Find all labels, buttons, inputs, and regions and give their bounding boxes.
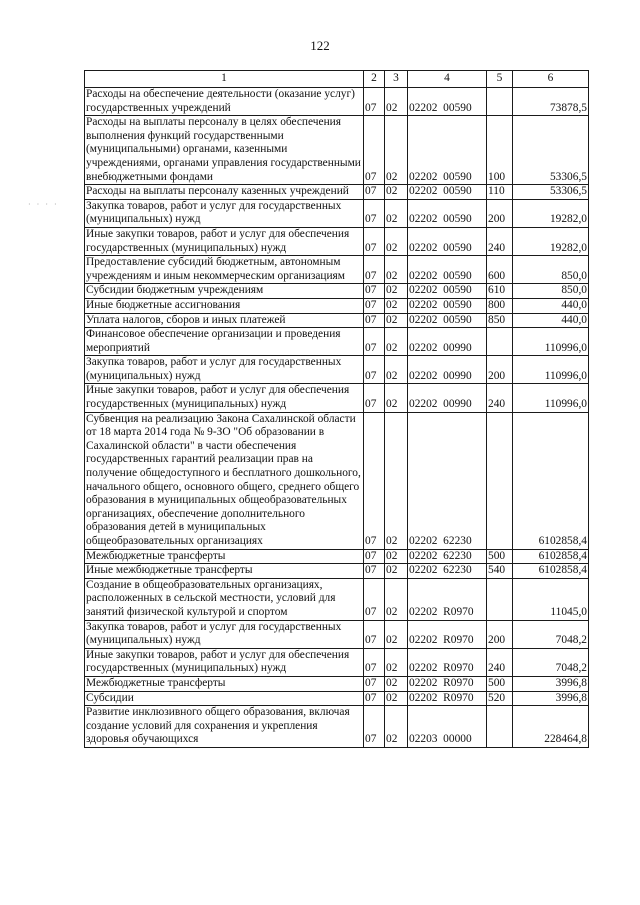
- row-section: 07: [364, 256, 385, 284]
- row-subsection: 02: [385, 313, 408, 328]
- row-section: 07: [364, 384, 385, 412]
- row-expense-type: 520: [487, 691, 513, 706]
- row-target-code: 02202 00990: [408, 384, 487, 412]
- row-amount: 440,0: [513, 313, 589, 328]
- row-target-code: 02202 00590: [408, 313, 487, 328]
- row-section: 07: [364, 328, 385, 356]
- row-subsection: 02: [385, 328, 408, 356]
- row-target-code: 02202 R0970: [408, 620, 487, 648]
- row-section: 07: [364, 578, 385, 620]
- row-name: Финансовое обеспечение организации и проведения мероприятий: [85, 328, 364, 356]
- row-name: Межбюджетные трансферты: [85, 549, 364, 564]
- row-target-code: 02202 00590: [408, 227, 487, 255]
- row-expense-type: [487, 88, 513, 116]
- row-target-code: 02202 R0970: [408, 691, 487, 706]
- row-target-code: 02202 00590: [408, 116, 487, 185]
- row-subsection: 02: [385, 256, 408, 284]
- row-expense-type: [487, 412, 513, 549]
- row-target-code: 02202 00590: [408, 199, 487, 227]
- row-section: 07: [364, 676, 385, 691]
- row-section: 07: [364, 284, 385, 299]
- table-body: [85, 88, 589, 748]
- header-col-section: 2: [364, 71, 385, 88]
- row-expense-type: 100: [487, 116, 513, 185]
- row-amount: 850,0: [513, 256, 589, 284]
- row-subsection: 02: [385, 412, 408, 549]
- table-row: [85, 185, 589, 200]
- row-target-code: 02202 00990: [408, 328, 487, 356]
- header-col-subsection: 3: [385, 71, 408, 88]
- row-name: Иные бюджетные ассигнования: [85, 298, 364, 313]
- row-expense-type: [487, 578, 513, 620]
- row-name: Развитие инклюзивного общего образования, включая создание условий для сохранения и укрепления здоровья обучающихся: [85, 706, 364, 748]
- row-subsection: 02: [385, 384, 408, 412]
- row-section: 07: [364, 648, 385, 676]
- table-row: [85, 384, 589, 412]
- row-expense-type: 500: [487, 676, 513, 691]
- row-subsection: 02: [385, 564, 408, 579]
- row-section: 07: [364, 412, 385, 549]
- row-section: 07: [364, 88, 385, 116]
- row-name: Расходы на выплаты персоналу в целях обеспечения выполнения функций государственными (муниципальными) органами, казенными учреждениями, органами управления государственными внебюджетными фондами: [85, 116, 364, 185]
- row-subsection: 02: [385, 676, 408, 691]
- row-expense-type: 240: [487, 384, 513, 412]
- table-row: [85, 706, 589, 748]
- row-expense-type: 800: [487, 298, 513, 313]
- row-name: Закупка товаров, работ и услуг для государственных (муниципальных) нужд: [85, 199, 364, 227]
- row-amount: 53306,5: [513, 116, 589, 185]
- row-expense-type: 610: [487, 284, 513, 299]
- row-target-code: 02202 R0970: [408, 676, 487, 691]
- header-col-target-code: 4: [408, 71, 487, 88]
- row-section: 07: [364, 356, 385, 384]
- row-amount: 19282,0: [513, 199, 589, 227]
- row-amount: 440,0: [513, 298, 589, 313]
- row-section: 07: [364, 549, 385, 564]
- row-amount: 6102858,4: [513, 412, 589, 549]
- row-expense-type: 500: [487, 549, 513, 564]
- row-amount: 73878,5: [513, 88, 589, 116]
- row-amount: 53306,5: [513, 185, 589, 200]
- table-row: [85, 356, 589, 384]
- row-target-code: 02202 62230: [408, 412, 487, 549]
- row-subsection: 02: [385, 691, 408, 706]
- row-amount: 228464,8: [513, 706, 589, 748]
- row-name: Иные межбюджетные трансферты: [85, 564, 364, 579]
- row-amount: 6102858,4: [513, 549, 589, 564]
- row-amount: 110996,0: [513, 328, 589, 356]
- row-target-code: 02202 R0970: [408, 578, 487, 620]
- header-col-amount: 6: [513, 71, 589, 88]
- row-expense-type: 240: [487, 227, 513, 255]
- row-name: Субсидии: [85, 691, 364, 706]
- row-target-code: 02202 00590: [408, 185, 487, 200]
- table-row: [85, 298, 589, 313]
- table-row: [85, 648, 589, 676]
- row-amount: 7048,2: [513, 620, 589, 648]
- row-subsection: 02: [385, 199, 408, 227]
- row-section: 07: [364, 620, 385, 648]
- row-section: 07: [364, 185, 385, 200]
- row-subsection: 02: [385, 227, 408, 255]
- row-expense-type: 110: [487, 185, 513, 200]
- row-section: 07: [364, 227, 385, 255]
- table-row: [85, 116, 589, 185]
- row-subsection: 02: [385, 706, 408, 748]
- table-row: [85, 199, 589, 227]
- row-section: 07: [364, 706, 385, 748]
- row-amount: 110996,0: [513, 384, 589, 412]
- row-subsection: 02: [385, 549, 408, 564]
- row-subsection: 02: [385, 620, 408, 648]
- row-expense-type: 200: [487, 356, 513, 384]
- row-target-code: 02202 62230: [408, 549, 487, 564]
- row-name: Субсидии бюджетным учреждениям: [85, 284, 364, 299]
- row-section: 07: [364, 313, 385, 328]
- row-name: Предоставление субсидий бюджетным, автономным учреждениям и иным некоммерческим организациям: [85, 256, 364, 284]
- row-expense-type: 200: [487, 199, 513, 227]
- row-target-code: 02202 00590: [408, 284, 487, 299]
- row-amount: 3996,8: [513, 676, 589, 691]
- table-row: [85, 676, 589, 691]
- table-row: [85, 328, 589, 356]
- row-target-code: 02202 00590: [408, 298, 487, 313]
- row-expense-type: [487, 328, 513, 356]
- row-name: Субвенция на реализацию Закона Сахалинской области от 18 марта 2014 года № 9-ЗО "Об образовании в Сахалинской области" в части обеспечения государственных гарантий реализации прав на получение общедоступного и бесплатного дошкольного, начального общего, основного общего, среднего общего образования в муниципальных общеобразовательных организациях, обеспечение дополнительного образования детей в муниципальных общеобразовательных организациях: [85, 412, 364, 549]
- row-expense-type: 240: [487, 648, 513, 676]
- row-target-code: 02202 00990: [408, 356, 487, 384]
- row-expense-type: 600: [487, 256, 513, 284]
- row-target-code: 02202 R0970: [408, 648, 487, 676]
- page-number: 122: [310, 38, 330, 53]
- row-target-code: 02202 62230: [408, 564, 487, 579]
- table-row: [85, 412, 589, 549]
- row-subsection: 02: [385, 116, 408, 185]
- table-row: [85, 284, 589, 299]
- header-col-expense-type: 5: [487, 71, 513, 88]
- row-expense-type: [487, 706, 513, 748]
- row-subsection: 02: [385, 88, 408, 116]
- row-subsection: 02: [385, 298, 408, 313]
- row-name: Расходы на обеспечение деятельности (оказание услуг) государственных учреждений: [85, 88, 364, 116]
- row-amount: 19282,0: [513, 227, 589, 255]
- row-expense-type: 540: [487, 564, 513, 579]
- row-name: Закупка товаров, работ и услуг для государственных (муниципальных) нужд: [85, 620, 364, 648]
- row-name: Уплата налогов, сборов и иных платежей: [85, 313, 364, 328]
- row-section: 07: [364, 564, 385, 579]
- row-target-code: 02202 00590: [408, 256, 487, 284]
- row-name: Иные закупки товаров, работ и услуг для обеспечения государственных (муниципальных) нужд: [85, 227, 364, 255]
- row-amount: 7048,2: [513, 648, 589, 676]
- row-name: Межбюджетные трансферты: [85, 676, 364, 691]
- header-row: [85, 71, 589, 88]
- row-expense-type: 200: [487, 620, 513, 648]
- row-amount: 6102858,4: [513, 564, 589, 579]
- row-section: 07: [364, 116, 385, 185]
- row-name: Создание в общеобразовательных организациях, расположенных в сельской местности, условий для занятий физической культурой и спортом: [85, 578, 364, 620]
- table-row: [85, 313, 589, 328]
- table-row: [85, 88, 589, 116]
- row-subsection: 02: [385, 648, 408, 676]
- row-name: Закупка товаров, работ и услуг для государственных (муниципальных) нужд: [85, 356, 364, 384]
- header-col-name: 1: [85, 71, 364, 88]
- scan-noise: · · · ·: [28, 200, 59, 209]
- row-subsection: 02: [385, 356, 408, 384]
- table-row: [85, 578, 589, 620]
- row-section: 07: [364, 199, 385, 227]
- budget-table: [84, 70, 589, 748]
- table-row: [85, 691, 589, 706]
- row-target-code: 02202 00590: [408, 88, 487, 116]
- table-row: [85, 227, 589, 255]
- row-amount: 110996,0: [513, 356, 589, 384]
- row-amount: 3996,8: [513, 691, 589, 706]
- table-row: [85, 256, 589, 284]
- table-row: [85, 549, 589, 564]
- row-subsection: 02: [385, 578, 408, 620]
- table-row: [85, 620, 589, 648]
- row-amount: 11045,0: [513, 578, 589, 620]
- row-subsection: 02: [385, 284, 408, 299]
- table-row: [85, 564, 589, 579]
- row-expense-type: 850: [487, 313, 513, 328]
- row-name: Иные закупки товаров, работ и услуг для обеспечения государственных (муниципальных) нужд: [85, 384, 364, 412]
- row-subsection: 02: [385, 185, 408, 200]
- row-section: 07: [364, 691, 385, 706]
- row-section: 07: [364, 298, 385, 313]
- row-target-code: 02203 00000: [408, 706, 487, 748]
- row-name: Иные закупки товаров, работ и услуг для обеспечения государственных (муниципальных) нужд: [85, 648, 364, 676]
- row-name: Расходы на выплаты персоналу казенных учреждений: [85, 185, 364, 200]
- row-amount: 850,0: [513, 284, 589, 299]
